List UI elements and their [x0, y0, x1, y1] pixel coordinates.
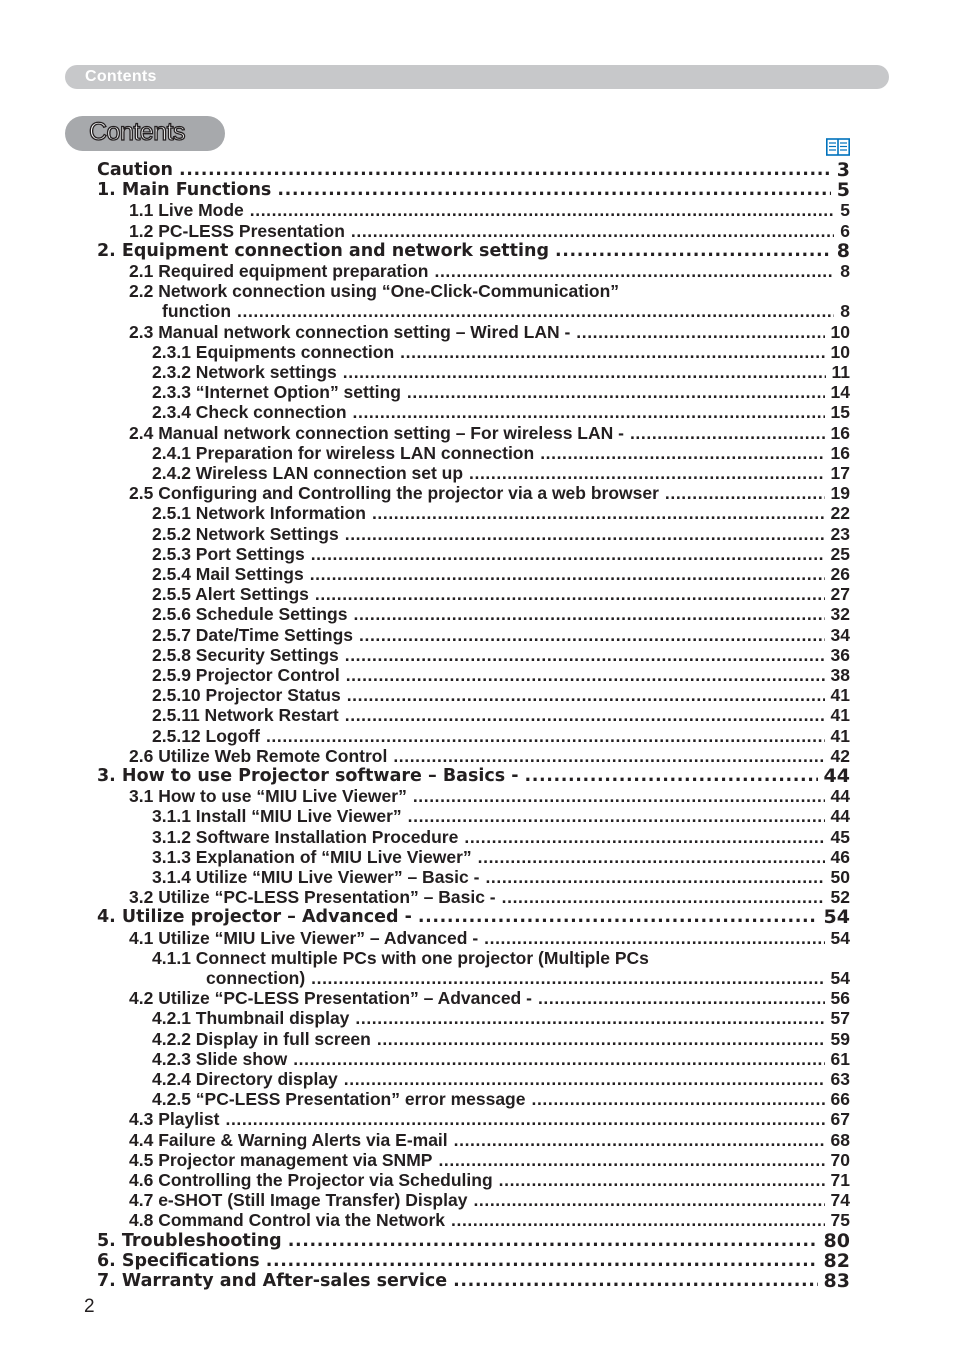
toc-row[interactable]: [0, 685, 954, 705]
toc-leader-dots: [250, 200, 835, 220]
toc-entry-page: 66: [830, 1089, 850, 1110]
toc-row[interactable]: [0, 1271, 954, 1291]
toc-entry-page: 16: [830, 442, 850, 463]
toc-entry-page: 8: [840, 261, 850, 281]
toc-leader-dots: [451, 1210, 825, 1230]
toc-entry-page: 23: [830, 523, 850, 544]
toc-leader-dots: [531, 1089, 824, 1109]
toc-entry-title: 4.2.3 Slide show: [152, 1048, 288, 1069]
toc-row[interactable]: [0, 423, 954, 443]
toc-row[interactable]: [0, 988, 954, 1008]
toc-entry-page: 54: [823, 906, 850, 929]
toc-entry-page: 10: [830, 321, 850, 342]
toc-leader-dots: [311, 968, 824, 988]
toc-leader-dots: [393, 746, 824, 766]
toc-row[interactable]: [0, 584, 954, 604]
toc-row[interactable]: [0, 948, 954, 968]
toc-entry-title: function: [162, 301, 232, 322]
toc-row[interactable]: [0, 200, 954, 220]
toc-row[interactable]: [0, 1069, 954, 1089]
toc-row[interactable]: [0, 1170, 954, 1190]
toc-row[interactable]: [0, 301, 954, 321]
toc-entry-page: 83: [823, 1270, 850, 1292]
toc-entry-page: 11: [831, 362, 850, 382]
toc-row[interactable]: [0, 342, 954, 362]
toc-entry-title: Caution: [97, 160, 173, 180]
toc-row[interactable]: [0, 221, 954, 241]
toc-entry-page: 22: [830, 503, 850, 524]
toc-leader-dots: [418, 907, 818, 927]
toc-entry-page: 41: [830, 705, 850, 726]
toc-leader-dots: [484, 928, 824, 948]
toc-row[interactable]: [0, 160, 954, 180]
toc-leader-dots: [351, 221, 834, 241]
toc-leader-dots: [407, 382, 825, 402]
toc-row[interactable]: [0, 1231, 954, 1251]
toc-row[interactable]: [0, 180, 954, 200]
toc-entry-title: 2.5.6 Schedule Settings: [152, 604, 348, 625]
toc-entry-page: 57: [830, 1008, 850, 1029]
toc-leader-dots: [310, 564, 825, 584]
toc-entry-title: 2.3 Manual network connection setting – Wired LAN -: [129, 321, 571, 342]
toc-row[interactable]: [0, 968, 954, 988]
toc-leader-dots: [359, 625, 825, 645]
toc-row[interactable]: [0, 928, 954, 948]
toc-entry-title: 4.2.2 Display in full screen: [152, 1028, 371, 1049]
toc-row[interactable]: [0, 322, 954, 342]
toc-entry-title: 4.1.1 Connect multiple PCs with one projector (Multiple PCs: [152, 947, 649, 968]
toc-row[interactable]: [0, 402, 954, 422]
toc-leader-dots: [347, 685, 825, 705]
toc-entry-title: 2. Equipment connection and network setting: [97, 240, 550, 261]
toc-leader-dots: [277, 180, 830, 200]
toc-entry-page: 16: [830, 422, 850, 443]
toc-row[interactable]: [0, 766, 954, 786]
toc-entry-title: 2.5.10 Projector Status: [152, 685, 341, 706]
toc-entry-title: 1.2 PC-LESS Presentation: [129, 220, 345, 241]
toc-entry-page: 6: [840, 220, 850, 241]
toc-leader-dots: [464, 827, 824, 847]
toc-row[interactable]: [0, 483, 954, 503]
toc-leader-dots: [343, 362, 826, 382]
toc-entry-page: 41: [830, 685, 850, 706]
book-icon[interactable]: [826, 138, 850, 156]
toc-entry-page: 74: [830, 1190, 850, 1211]
toc-row[interactable]: [0, 382, 954, 402]
toc-entry-page: 19: [830, 483, 850, 504]
page-number: 2: [84, 1296, 95, 1317]
toc-entry-title: 4.7 e-SHOT (Still Image Transfer) Display: [129, 1190, 468, 1211]
toc-entry-title: 2.3.3 “Internet Option” setting: [152, 382, 401, 403]
toc-entry-title: 3.1 How to use “MIU Live Viewer”: [129, 786, 407, 807]
toc-entry-title: 2.4.1 Preparation for wireless LAN connection: [152, 442, 535, 463]
toc-entry-title: 4. Utilize projector – Advanced -: [97, 907, 412, 928]
toc-entry-title: 2.3.1 Equipments connection: [152, 341, 395, 362]
toc-entry-title: 2.5.12 Logoff: [152, 725, 260, 746]
toc-leader-dots: [345, 645, 825, 665]
toc-leader-dots: [345, 705, 825, 725]
toc-entry-title: 2.5.8 Security Settings: [152, 644, 339, 665]
toc-row[interactable]: [0, 261, 954, 281]
toc-row[interactable]: [0, 1130, 954, 1150]
toc-entry-title: 3. How to use Projector software – Basics -: [97, 766, 519, 786]
toc-entry-title: 3.1.2 Software Installation Procedure: [152, 826, 459, 847]
toc-leader-dots: [502, 887, 825, 907]
toc-entry-title: 2.5.5 Alert Settings: [152, 584, 309, 605]
toc-entry-page: 82: [823, 1249, 850, 1272]
toc-entry-page: 71: [830, 1170, 850, 1190]
toc-leader-dots: [555, 241, 831, 261]
toc-entry-page: 38: [830, 665, 850, 685]
toc-row[interactable]: [0, 887, 954, 907]
toc-leader-dots: [179, 160, 831, 180]
toc-entry-title: 2.5.2 Network Settings: [152, 523, 339, 544]
toc-row[interactable]: [0, 503, 954, 523]
toc-entry-title: 4.4 Failure & Warning Alerts via E-mail: [129, 1129, 448, 1150]
toc-entry-title: 2.1 Required equipment preparation: [129, 261, 429, 281]
header-bar: [65, 65, 889, 89]
toc-entry-title: 3.2 Utilize “PC-LESS Presentation” – Basic -: [129, 887, 496, 908]
toc-row[interactable]: [0, 645, 954, 665]
toc-leader-dots: [576, 322, 824, 342]
toc-entry-title: 4.6 Controlling the Projector via Scheduling: [129, 1170, 493, 1190]
toc-entry-page: 45: [830, 826, 850, 847]
toc-row[interactable]: [0, 1210, 954, 1230]
toc-entry-page: 14: [830, 382, 850, 403]
toc-row[interactable]: [0, 1109, 954, 1129]
toc-leader-dots: [665, 483, 825, 503]
toc-row[interactable]: [0, 1150, 954, 1170]
toc-entry-page: 5: [840, 200, 850, 221]
toc-entry-title: 2.5.9 Projector Control: [152, 665, 340, 685]
toc-entry-title: 3.1.1 Install “MIU Live Viewer”: [152, 806, 402, 827]
toc-entry-page: 75: [830, 1210, 850, 1231]
toc-entry-page: 32: [830, 604, 850, 625]
toc-entry-title: 2.3.2 Network settings: [152, 362, 337, 382]
toc-leader-dots: [413, 786, 825, 806]
toc-leader-dots: [438, 1150, 824, 1170]
toc-leader-dots: [345, 524, 825, 544]
header-label: Contents: [85, 68, 157, 85]
toc-row[interactable]: [0, 806, 954, 826]
toc-entry-title: 4.2.4 Directory display: [152, 1069, 338, 1089]
toc-entry-title: 2.5.7 Date/Time Settings: [152, 624, 354, 645]
toc-entry-title: 4.2.1 Thumbnail display: [152, 1008, 350, 1029]
toc-row[interactable]: [0, 604, 954, 624]
toc-row[interactable]: [0, 786, 954, 806]
toc-leader-dots: [499, 1170, 825, 1190]
toc-leader-dots: [538, 988, 825, 1008]
toc-entry-page: 56: [830, 988, 850, 1009]
toc-row[interactable]: [0, 625, 954, 645]
toc-leader-dots: [266, 1251, 818, 1271]
toc-leader-dots: [346, 665, 825, 685]
toc-entry-title: 2.4 Manual network connection setting – For wireless LAN -: [129, 422, 624, 443]
toc-entry-page: 61: [830, 1048, 850, 1069]
toc-leader-dots: [525, 766, 818, 786]
toc-entry-page: 46: [830, 846, 850, 867]
toc-entry-page: 59: [830, 1028, 850, 1049]
toc-row[interactable]: [0, 726, 954, 746]
toc-entry-page: 52: [830, 887, 850, 908]
toc-entry-page: 41: [830, 725, 850, 746]
toc-leader-dots: [630, 423, 825, 443]
toc-row[interactable]: [0, 1049, 954, 1069]
toc-leader-dots: [315, 584, 825, 604]
toc-row[interactable]: [0, 907, 954, 927]
toc-entry-title: 2.5.4 Mail Settings: [152, 564, 304, 584]
toc-leader-dots: [311, 544, 825, 564]
toc-row[interactable]: [0, 524, 954, 544]
toc-row[interactable]: [0, 665, 954, 685]
toc-row[interactable]: [0, 1251, 954, 1271]
toc-entry-page: 54: [830, 968, 850, 988]
toc-entry-title: 2.4.2 Wireless LAN connection set up: [152, 463, 464, 483]
toc-entry-title: 4.8 Command Control via the Network: [129, 1210, 446, 1231]
toc-entry-page: 8: [840, 301, 850, 322]
toc-entry-title: 4.2.5 “PC-LESS Presentation” error message: [152, 1089, 526, 1110]
toc-leader-dots: [237, 301, 834, 321]
toc-row[interactable]: [0, 544, 954, 564]
toc-leader-dots: [469, 463, 824, 483]
toc-entry-title: 7. Warranty and After-sales service: [97, 1271, 448, 1291]
toc-entry-title: 1. Main Functions: [97, 180, 272, 201]
toc-leader-dots: [353, 604, 824, 624]
toc-entry-title: 2.5 Configuring and Controlling the projector via a web browser: [129, 483, 659, 504]
toc-row[interactable]: [0, 463, 954, 483]
toc-leader-dots: [377, 1029, 825, 1049]
toc-leader-dots: [473, 1190, 824, 1210]
toc-entry-page: 3: [836, 159, 850, 181]
toc-entry-title: 1.1 Live Mode: [129, 200, 244, 221]
toc-entry-title: 4.5 Projector management via SNMP: [129, 1149, 433, 1170]
toc-entry-page: 15: [830, 402, 850, 423]
toc-entry-page: 34: [830, 624, 850, 645]
toc-entry-title: 2.5.3 Port Settings: [152, 543, 305, 564]
toc-row[interactable]: [0, 705, 954, 725]
toc-entry-page: 10: [830, 341, 850, 362]
toc-entry-title: 2.5.11 Network Restart: [152, 705, 339, 726]
toc-leader-dots: [372, 503, 825, 523]
toc-row[interactable]: [0, 362, 954, 382]
toc-entry-page: 54: [830, 927, 850, 948]
toc-row[interactable]: [0, 746, 954, 766]
toc-row[interactable]: [0, 281, 954, 301]
toc-row[interactable]: [0, 1190, 954, 1210]
toc-entry-title: 4.3 Playlist: [129, 1109, 220, 1130]
toc-entry-page: 44: [823, 765, 850, 787]
toc-entry-title: 5. Troubleshooting: [97, 1230, 282, 1251]
page-title: Contents: [89, 118, 186, 146]
toc-leader-dots: [478, 847, 825, 867]
toc-entry-page: 80: [823, 1229, 850, 1252]
toc-leader-dots: [353, 402, 825, 422]
toc-leader-dots: [540, 443, 824, 463]
toc-leader-dots: [485, 867, 824, 887]
toc-leader-dots: [225, 1109, 824, 1129]
toc-entry-page: 17: [830, 463, 850, 483]
toc-entry-page: 8: [836, 239, 850, 262]
toc-entry-title: 3.1.3 Explanation of “MIU Live Viewer”: [152, 846, 472, 867]
toc-entry-page: 63: [830, 1069, 850, 1089]
toc-leader-dots: [344, 1069, 825, 1089]
toc-leader-dots: [266, 726, 825, 746]
toc-entry-page: 42: [830, 745, 850, 766]
toc-entry-page: 50: [830, 867, 850, 887]
toc-entry-title: 2.3.4 Check connection: [152, 402, 347, 423]
toc-row[interactable]: [0, 827, 954, 847]
toc-leader-dots: [454, 1130, 825, 1150]
toc-leader-dots: [408, 806, 825, 826]
toc-entry-page: 70: [830, 1149, 850, 1170]
toc-entry-page: 44: [830, 806, 850, 827]
toc-entry-page: 5: [836, 179, 850, 202]
toc-leader-dots: [453, 1271, 817, 1291]
toc-entry-page: 36: [830, 644, 850, 665]
toc-row[interactable]: [0, 1029, 954, 1049]
toc-entry-page: 27: [830, 584, 850, 605]
page-title-pill: [65, 116, 225, 151]
toc-entry-page: 44: [830, 786, 850, 807]
toc-entry-page: 67: [830, 1109, 850, 1130]
toc-row[interactable]: [0, 241, 954, 261]
toc-row[interactable]: [0, 443, 954, 463]
toc-leader-dots: [293, 1049, 824, 1069]
toc-leader-dots: [288, 1231, 818, 1251]
toc-leader-dots: [355, 1008, 824, 1028]
toc-entry-title: 2.2 Network connection using “One-Click-Communication”: [129, 281, 620, 302]
toc-row[interactable]: [0, 1089, 954, 1109]
toc-entry-page: 68: [830, 1129, 850, 1150]
toc-row[interactable]: [0, 847, 954, 867]
toc-entry-page: 26: [830, 564, 850, 584]
toc-leader-dots: [400, 342, 824, 362]
toc-row[interactable]: [0, 564, 954, 584]
toc-entry-title: 2.6 Utilize Web Remote Control: [129, 745, 388, 766]
toc-entry-page: 25: [830, 543, 850, 564]
toc-entry-title: connection): [206, 968, 306, 988]
toc-entry-title: 4.2 Utilize “PC-LESS Presentation” – Advanced -: [129, 988, 532, 1009]
toc-entry-title: 3.1.4 Utilize “MIU Live Viewer” – Basic -: [152, 867, 480, 887]
toc-entry-title: 2.5.1 Network Information: [152, 503, 366, 524]
toc-entry-title: 6. Specifications: [97, 1250, 260, 1271]
toc-entry-title: 4.1 Utilize “MIU Live Viewer” – Advanced -: [129, 927, 479, 948]
toc-row[interactable]: [0, 867, 954, 887]
toc-row[interactable]: [0, 1008, 954, 1028]
toc-leader-dots: [435, 261, 835, 281]
